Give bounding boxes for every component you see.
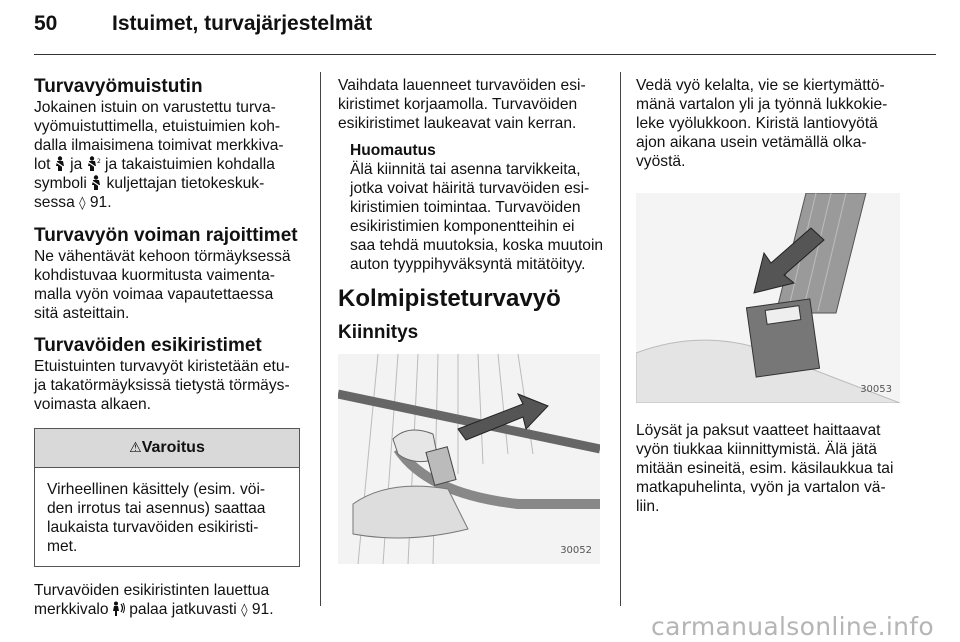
text-line: laukaista turvavöiden esikiristi-	[47, 519, 259, 536]
figure-fastening-belt	[338, 354, 600, 564]
column-divider-2	[620, 72, 621, 606]
airbag-warning-icon	[113, 601, 125, 616]
text-line: vyöstä.	[636, 153, 686, 170]
heading-seatbelt-reminder: Turvavyömuistutin	[34, 76, 203, 97]
text-line: Löysät ja paksut vaatteet haittaavat	[636, 422, 881, 439]
text-line: sessa	[34, 194, 75, 211]
text-line: mänä vartalon yli ja työnnä lukkokie-	[636, 96, 888, 113]
text-line: malla vyön voimaa vapautettaessa	[34, 286, 274, 303]
text-line: kiristimet korjaamolla. Turvavöiden	[338, 96, 578, 113]
warning-body	[35, 468, 299, 566]
page-header	[34, 12, 372, 36]
text-line: Etuistuinten turvavyöt kiristetään etu-	[34, 358, 290, 375]
heading-pretensioners: Turvavöiden esikiristimet	[34, 335, 262, 356]
text-line: Vedä vyö kelalta, vie se kiertymättö-	[636, 77, 885, 94]
paragraph-pretensioners	[34, 357, 310, 414]
text-line: auton tyyppihyväksyntä mitätöityy.	[350, 256, 586, 273]
text-line: kuljettajan tietokeskuk-	[106, 175, 265, 192]
reference-arrow-icon: ◊	[79, 196, 86, 211]
text-line: kohdistuvaa kuormitusta vaimenta-	[34, 267, 275, 284]
text-line: ja takaistuimien kohdalla	[105, 156, 275, 173]
text-line: vyön tiukkaa kiinnittymistä. Älä jätä	[636, 441, 877, 458]
seatbelt-person-icon	[55, 156, 66, 171]
text-line: ja	[70, 156, 83, 173]
reference-arrow-icon: ◊	[241, 603, 248, 618]
heading-force-limiters: Turvavyön voiman rajoittimet	[34, 225, 298, 246]
figure-number: 30052	[560, 545, 592, 556]
text-line: Ne vähentävät kehoon törmäyksessä	[34, 248, 291, 265]
text-line: kiristimien toimintaa. Turvavöiden	[350, 199, 581, 216]
text-line: liin.	[636, 498, 660, 515]
text-line: palaa jatkuvasti	[129, 601, 237, 618]
text-line: esikiristimet laukeavat vain kerran.	[338, 115, 577, 132]
warning-triangle-icon: ⚠	[129, 440, 142, 456]
note-box	[350, 141, 610, 274]
page-reference: 91.	[89, 194, 112, 211]
header-rule	[34, 54, 936, 55]
page-number: 50	[34, 12, 58, 35]
heading-three-point-belt: Kolmipisteturvavyö	[338, 285, 561, 312]
text-line: Vaihdata lauenneet turvavöiden esi-	[338, 77, 586, 94]
paragraph-pull-belt	[636, 76, 936, 171]
column-divider-1	[320, 72, 321, 606]
watermark: carmanualsonline.info	[651, 612, 934, 641]
belt-buckle-illustration	[636, 193, 900, 403]
belt-fastening-illustration	[338, 354, 600, 564]
text-line: ja takatörmäyksissä tietystä törmäys-	[34, 377, 290, 394]
paragraph-warning-lamp	[34, 581, 310, 620]
text-line: lot	[34, 156, 51, 173]
seatbelt-person-icon	[91, 175, 102, 190]
paragraph-seatbelt-reminder	[34, 98, 310, 213]
text-line: met.	[47, 538, 78, 555]
heading-fastening: Kiinnitys	[338, 322, 419, 343]
text-line: matkapuhelinta, vyön ja vartalon vä-	[636, 479, 886, 496]
text-line: symboli	[34, 175, 87, 192]
text-line: merkkivalo	[34, 601, 109, 618]
text-line: Jokainen istuin on varustettu turva-	[34, 99, 276, 116]
text-line: vyömuistuttimella, etuistuimien koh-	[34, 118, 281, 135]
paragraph-loose-clothing	[636, 421, 936, 516]
text-line: Turvavöiden esikiristinten lauettua	[34, 582, 270, 599]
text-line: esikiristimien komponentteihin ei	[350, 218, 575, 235]
column-left	[34, 76, 310, 620]
warning-title: Varoitus	[141, 439, 205, 456]
warning-box	[34, 428, 300, 567]
column-middle	[338, 76, 610, 564]
page-reference: 91.	[251, 601, 274, 618]
seatbelt-person-2-icon	[87, 156, 101, 171]
text-line: ajon aikana usein vetämällä olka-	[636, 134, 867, 151]
text-line: Virheellinen käsittely (esim. vöi-	[47, 481, 266, 498]
note-title: Huomautus	[350, 142, 436, 159]
text-line: dalla ilmaisimena toimivat merkkiva-	[34, 137, 284, 154]
text-line: Älä kiinnitä tai asenna tarvikkeita,	[350, 161, 581, 178]
text-line: mitään esineitä, esim. käsilaukkua tai	[636, 460, 894, 477]
warning-header	[35, 429, 299, 468]
figure-belt-buckle	[636, 193, 900, 403]
column-right	[636, 76, 936, 516]
text-line: den irrotus tai asennus) saattaa	[47, 500, 266, 517]
text-line: leke vyölukkoon. Kiristä lantiovyötä	[636, 115, 878, 132]
text-line: jotka voivat häiritä turvavöiden esi-	[350, 180, 590, 197]
text-line: saa tehdä muutoksia, koska muutoin	[350, 237, 604, 254]
paragraph-replace-pretensioners	[338, 76, 610, 133]
figure-number: 30053	[860, 384, 892, 395]
svg-text:2: 2	[96, 158, 101, 165]
chapter-title: Istuimet, turvajärjestelmät	[112, 12, 373, 35]
text-line: sitä asteittain.	[34, 305, 130, 322]
text-line: voimasta alkaen.	[34, 396, 152, 413]
paragraph-force-limiters	[34, 247, 310, 323]
